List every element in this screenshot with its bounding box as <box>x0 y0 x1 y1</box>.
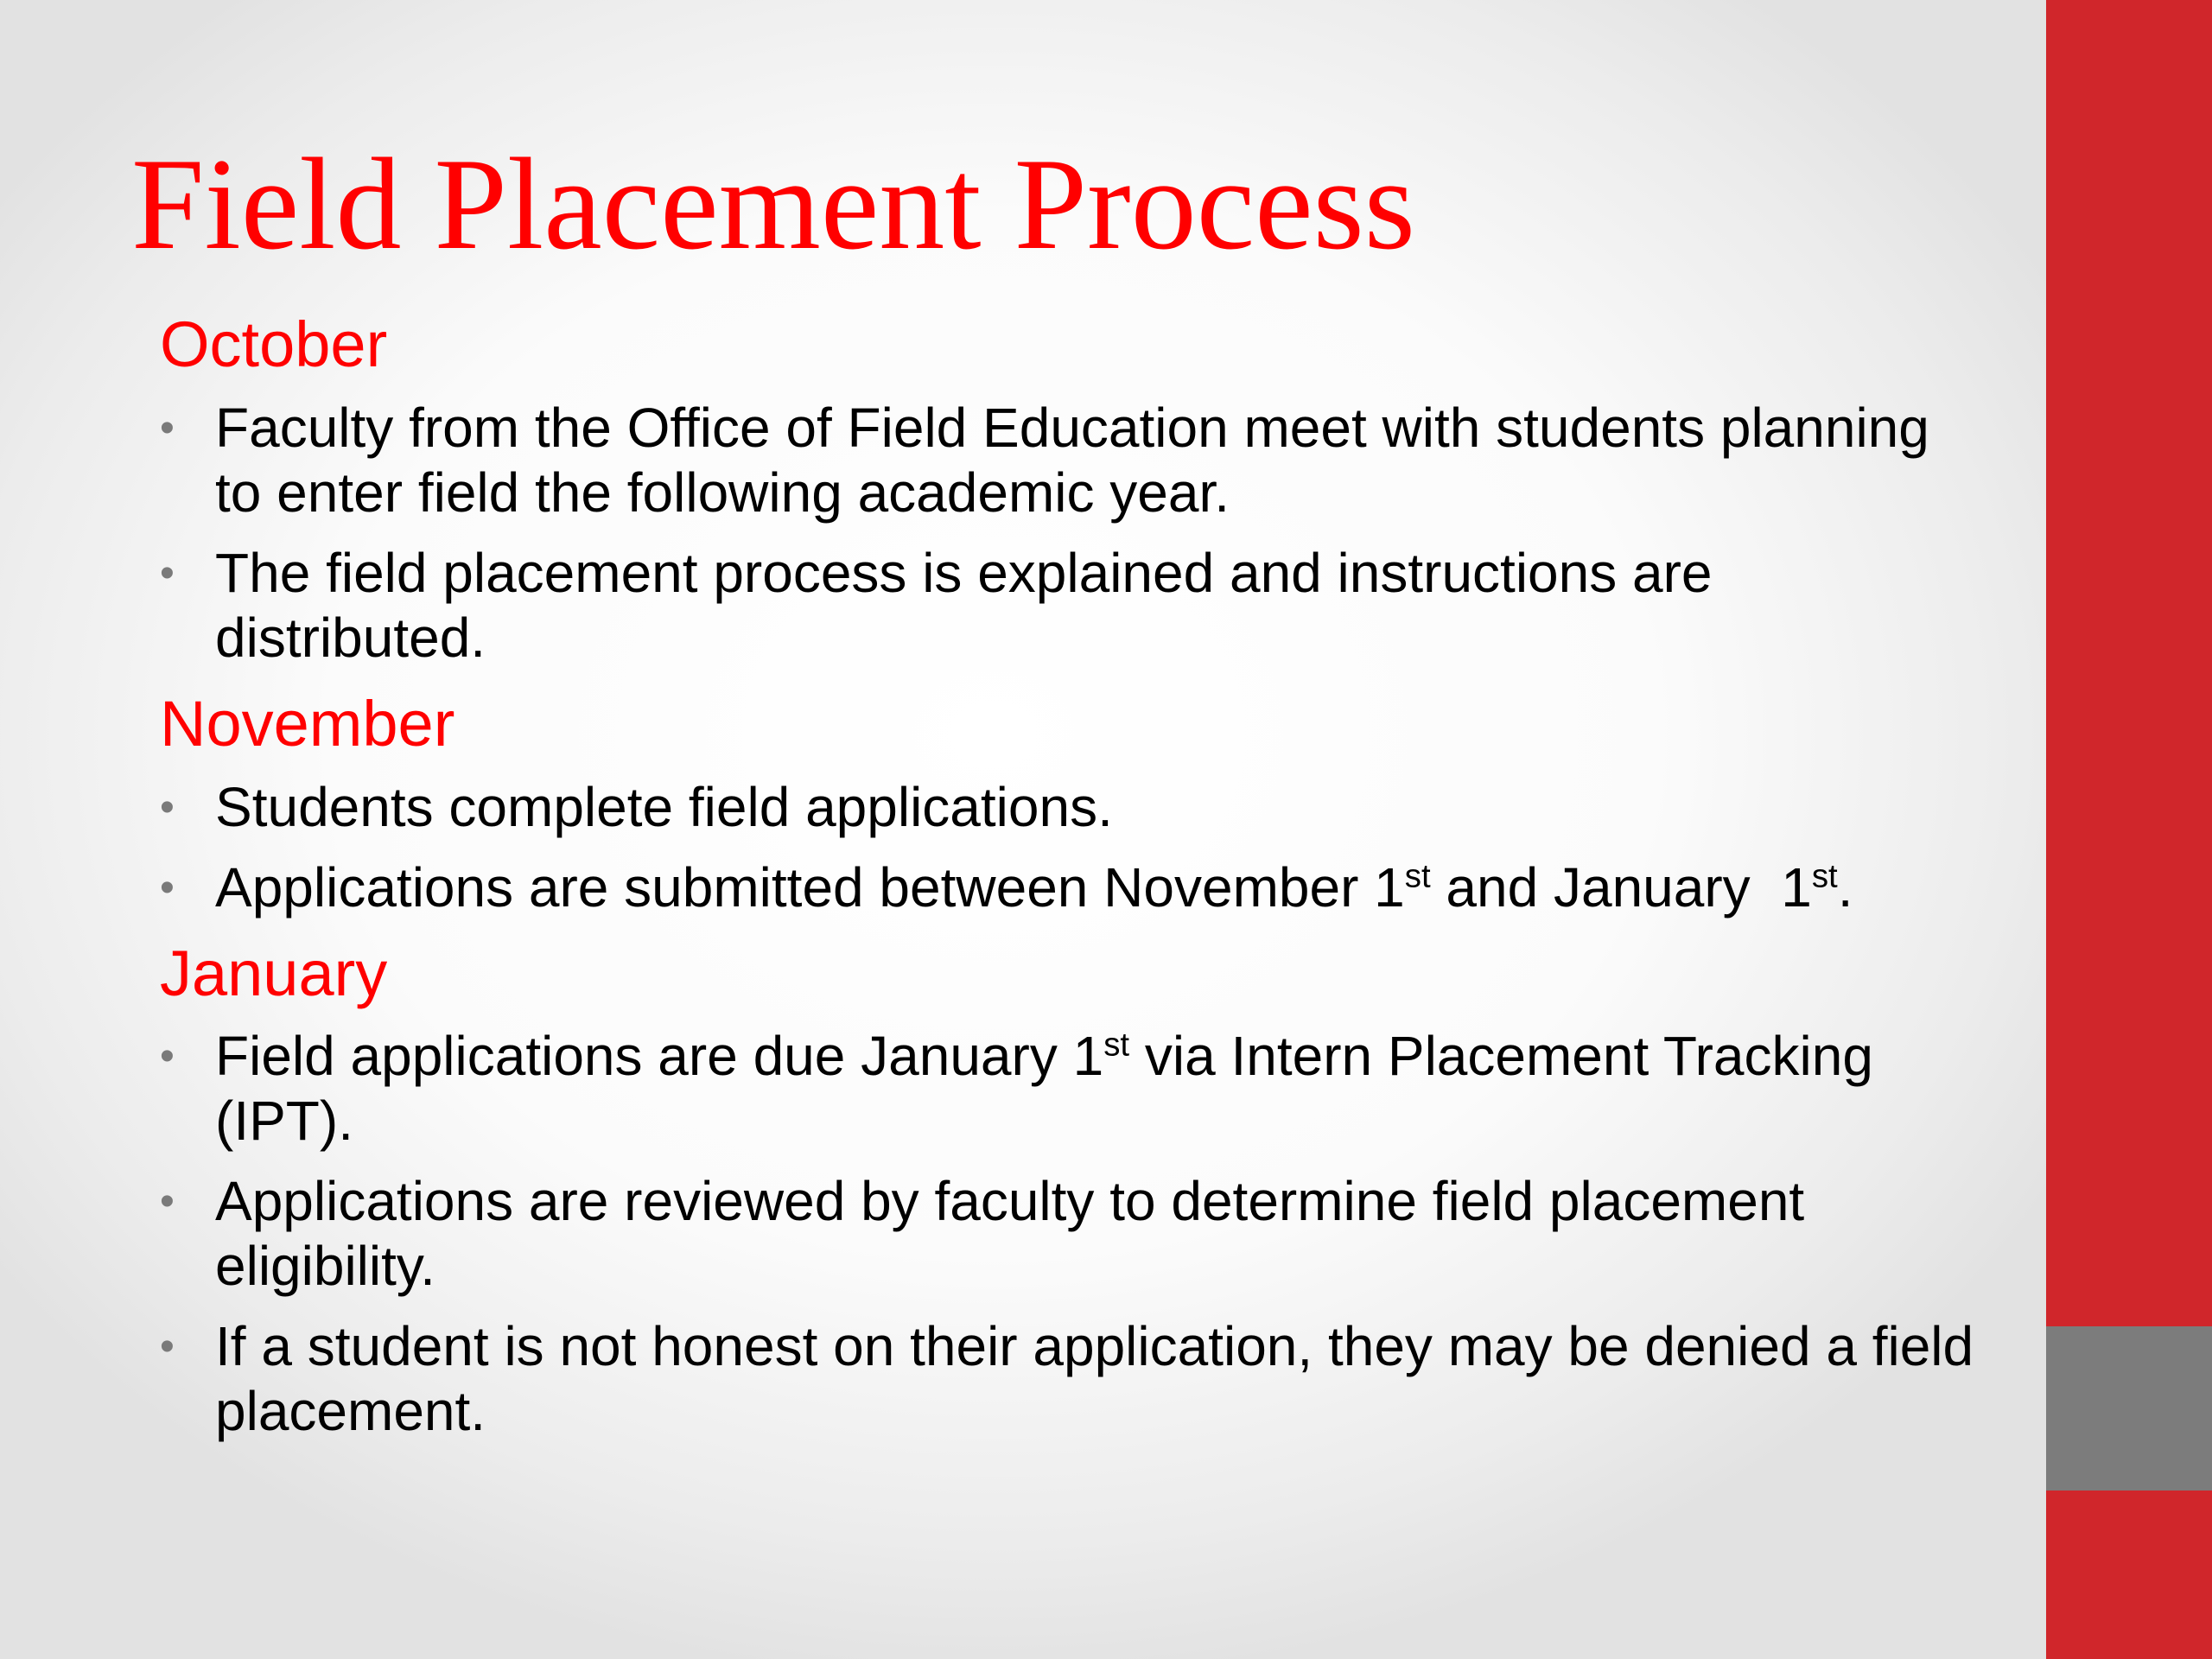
list-item <box>160 396 1974 525</box>
bullet-icon: • <box>160 550 175 596</box>
item-text-part: via Intern Placement Tracking (IPT). <box>215 1025 1873 1153</box>
list-item <box>160 541 1974 671</box>
bullet-list-november <box>160 775 1974 920</box>
side-accent-block <box>2046 1326 2212 1491</box>
bullet-icon: • <box>160 864 175 911</box>
list-item <box>160 775 1974 840</box>
item-text: If a student is not honest on their application, they may be denied a field placement. <box>215 1315 1974 1443</box>
bullet-icon: • <box>160 1179 175 1225</box>
section-heading-january: January <box>160 937 388 1009</box>
item-text: Applications are reviewed by faculty to determine field placement eligibility. <box>215 1170 1805 1298</box>
bullet-icon: • <box>160 784 175 830</box>
slide-title: Field Placement Process <box>131 131 1415 276</box>
ordinal-suffix: st <box>1404 857 1431 895</box>
bullet-icon: • <box>160 1033 175 1080</box>
item-text: The field placement process is explained and instructions are distributed. <box>215 541 1713 669</box>
bullet-icon: • <box>160 1324 175 1370</box>
item-text-part: . <box>1837 855 1853 918</box>
section-heading-october: October <box>160 308 388 380</box>
item-text-part: and January 1 <box>1430 855 1812 918</box>
slide-content <box>160 307 1974 1459</box>
bullet-list-january <box>160 1024 1974 1444</box>
list-item <box>160 1314 1974 1444</box>
list-item <box>160 1169 1974 1299</box>
item-text: Faculty from the Office of Field Education meet with students planning to enter field the following academic year. <box>215 396 1929 524</box>
item-text-part: Applications are submitted between November 1 <box>215 855 1405 918</box>
section-heading-november: November <box>160 687 455 760</box>
bullet-icon: • <box>160 404 175 451</box>
item-text-part: Field applications are due January 1 <box>215 1025 1104 1088</box>
list-item <box>160 1024 1974 1154</box>
list-item <box>160 855 1974 920</box>
ordinal-suffix: st <box>1103 1027 1130 1065</box>
item-text: Students complete field applications. <box>215 775 1113 838</box>
bullet-list-october <box>160 396 1974 671</box>
ordinal-suffix: st <box>1811 857 1838 895</box>
